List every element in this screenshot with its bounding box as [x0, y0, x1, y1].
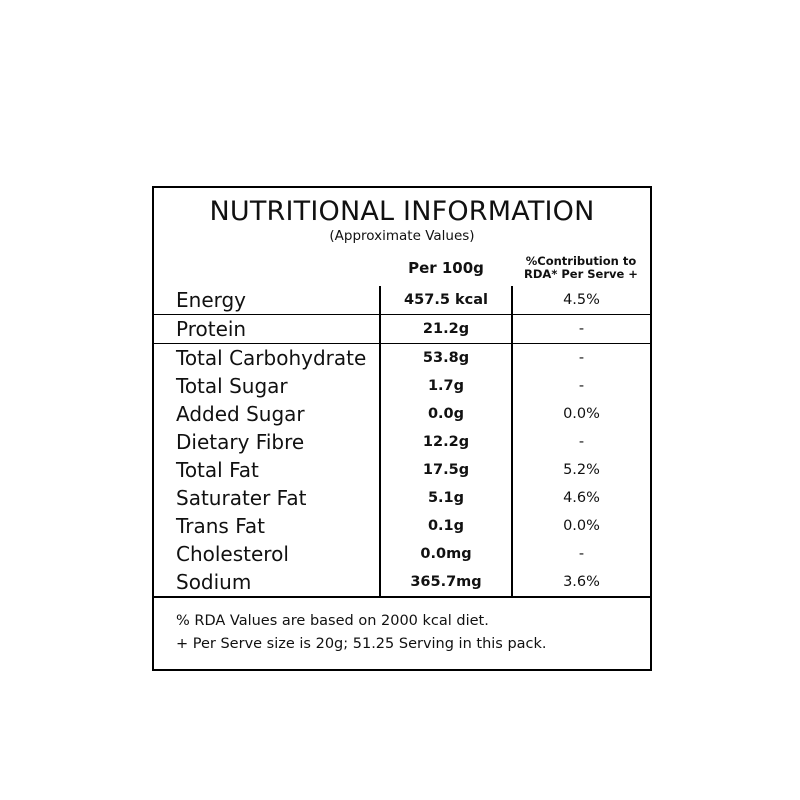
table-row — [154, 400, 650, 428]
table-row — [154, 428, 650, 456]
nutrient-name: Total Fat — [176, 458, 259, 483]
label-subtitle: (Approximate Values) — [329, 228, 475, 245]
column-header-rda-line1: %Contribution to — [525, 254, 637, 269]
nutrient-value: 0.1g — [380, 512, 512, 540]
nutrient-rda: - — [578, 434, 585, 451]
nutrient-rda: 5.2% — [563, 462, 600, 479]
nutrient-name: Added Sugar — [176, 402, 305, 427]
nutrient-rda: - — [512, 315, 650, 344]
nutrient-rda: - — [578, 546, 585, 563]
table-row — [154, 512, 650, 540]
nutrient-name: Cholesterol — [176, 542, 289, 567]
nutrient-value: 0.0g — [380, 400, 512, 428]
nutrient-value: 457.5 kcal — [380, 286, 512, 315]
footnotes — [154, 598, 650, 669]
nutrient-value: 53.8g — [380, 344, 512, 373]
nutrition-facts-panel — [152, 186, 652, 671]
column-header-rda-line2: RDA* Per Serve + — [524, 267, 638, 282]
nutrient-value: 21.2g — [380, 315, 512, 344]
page-title: NUTRITIONAL INFORMATION — [209, 196, 595, 227]
nutrient-value: 1.7g — [380, 372, 512, 400]
table-row — [154, 286, 650, 315]
table-row — [154, 315, 650, 344]
nutrient-rda: - — [578, 350, 585, 367]
nutrient-name: Energy — [154, 286, 380, 315]
table-header-row — [154, 250, 650, 286]
table-row — [154, 484, 650, 512]
table-row — [154, 568, 650, 597]
column-header-per-100g: Per 100g — [408, 259, 484, 278]
column-header-nutrient — [154, 250, 380, 286]
table-row — [154, 344, 650, 373]
column-header-rda — [512, 250, 650, 286]
nutrient-rda: 0.0% — [563, 406, 600, 423]
table-row — [154, 540, 650, 568]
nutrient-name: Trans Fat — [176, 514, 265, 539]
nutrient-value: 0.0mg — [380, 540, 512, 568]
nutrient-name: Dietary Fibre — [176, 430, 305, 455]
nutrient-name: Sodium — [154, 568, 380, 597]
nutrient-name: Saturater Fat — [176, 486, 307, 511]
nutrient-value: 5.1g — [380, 484, 512, 512]
nutrient-value: 365.7mg — [380, 568, 512, 597]
nutrient-rda: 4.5% — [512, 286, 650, 315]
nutrient-rda: - — [578, 378, 585, 395]
nutrient-rda: 4.6% — [563, 490, 600, 507]
label-header — [154, 188, 650, 250]
table-row — [154, 456, 650, 484]
nutrient-name: Protein — [154, 315, 380, 344]
nutrition-table — [154, 250, 650, 598]
nutrient-value: 17.5g — [380, 456, 512, 484]
table-row — [154, 372, 650, 400]
nutrient-name: Total Carbohydrate — [176, 346, 367, 371]
nutrient-rda: 3.6% — [512, 568, 650, 597]
nutrient-rda: 0.0% — [563, 518, 600, 535]
nutrient-value: 12.2g — [380, 428, 512, 456]
nutrient-name: Total Sugar — [176, 374, 288, 399]
footnote-serving: + Per Serve size is 20g; 51.25 Serving in this pack. — [176, 635, 547, 652]
footnote-rda: % RDA Values are based on 2000 kcal diet. — [176, 613, 489, 630]
